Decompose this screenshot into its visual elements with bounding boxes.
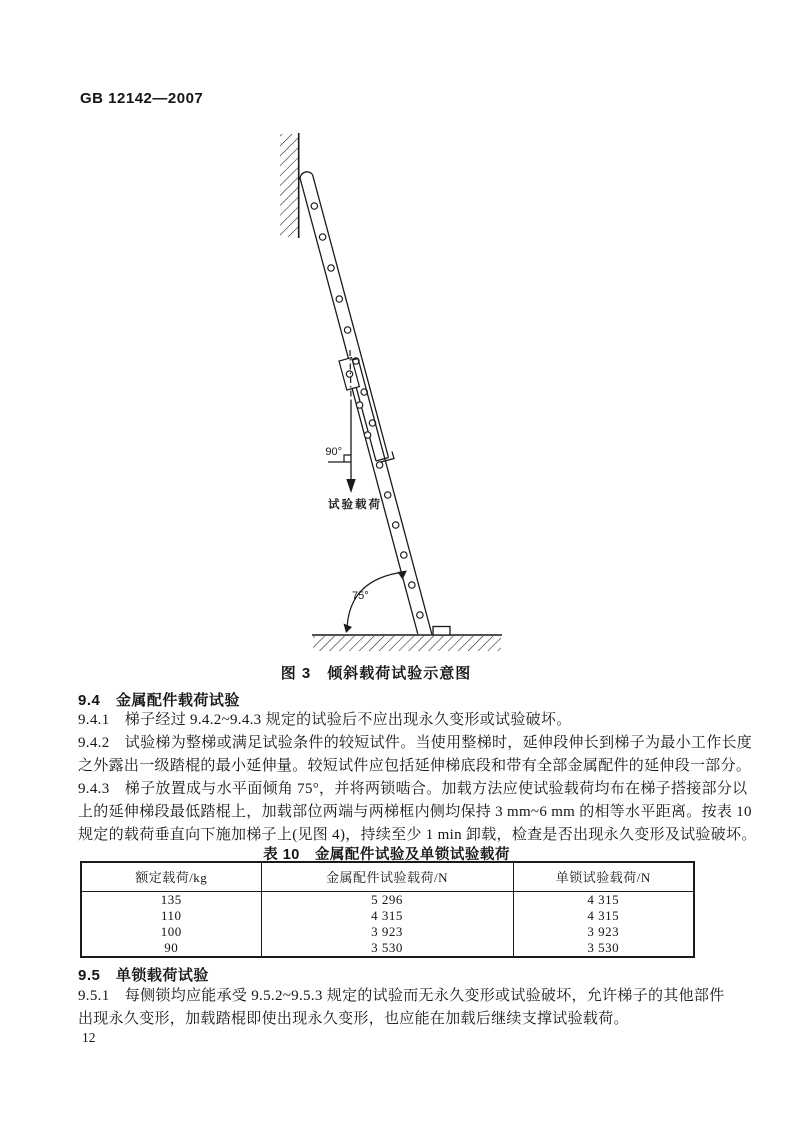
table-row bbox=[81, 940, 694, 957]
standard-number-header: GB 12142—2007 bbox=[80, 90, 204, 107]
paragraph-9-4-3-line1: 9.4.3 梯子放置成与水平面倾角 75°，并将两锁啮合。加载方法应使试验载荷均布在梯子搭接部分以 bbox=[78, 781, 748, 797]
table-row bbox=[81, 891, 694, 908]
cell-lock-load: 3 923 bbox=[513, 924, 694, 940]
cell-rated-load: 100 bbox=[81, 924, 261, 940]
cell-fitting-load: 4 315 bbox=[261, 908, 513, 924]
cell-rated-load: 135 bbox=[81, 891, 261, 908]
ground bbox=[312, 635, 502, 651]
col-header-single-lock-load: 单锁试验载荷/N bbox=[513, 862, 694, 891]
table-caption: 表 10 金属配件试验及单锁试验载荷 bbox=[263, 847, 510, 863]
ladder-fly-section bbox=[300, 172, 394, 463]
wall bbox=[280, 133, 299, 238]
cell-fitting-load: 5 296 bbox=[261, 891, 513, 908]
cell-lock-load: 4 315 bbox=[513, 908, 694, 924]
section-heading-9-5: 9.5 单锁载荷试验 bbox=[78, 967, 209, 984]
ladder-test-diagram bbox=[250, 125, 520, 660]
angle-75-label: 75° bbox=[352, 590, 369, 602]
table-row bbox=[81, 908, 694, 924]
paragraph-9-5-1-line1: 9.5.1 每侧锁均应能承受 9.5.2~9.5.3 规定的试验而无永久变形或试验破坏，允许梯子的其他部件 bbox=[78, 988, 725, 1004]
cell-rated-load: 110 bbox=[81, 908, 261, 924]
col-header-fitting-test-load: 金属配件试验载荷/N bbox=[261, 862, 513, 891]
page-number: 12 bbox=[82, 1030, 96, 1045]
paragraph-9-4-3-line2: 上的延伸梯段最低踏棍上，加载部位两端与两梯框内侧均保持 3 mm~6 mm 的相等水平距离。按表 10 bbox=[78, 804, 752, 820]
table-row bbox=[81, 924, 694, 940]
paragraph-9-4-2-line1: 9.4.2 试验梯为整梯或满足试验条件的较短试件。当使用整梯时，延伸段伸长到梯子为最小工作长度 bbox=[78, 735, 753, 751]
fly-rung-holes bbox=[311, 203, 376, 426]
cell-fitting-load: 3 923 bbox=[261, 924, 513, 940]
table-header-row bbox=[81, 862, 694, 891]
paragraph-9-4-2-line2: 之外露出一级踏棍的最小延伸量。较短试件应包括延伸梯底段和带有全部金属配件的延伸段一部分。 bbox=[78, 758, 752, 774]
section-heading-9-4: 9.4 金属配件载荷试验 bbox=[78, 692, 240, 709]
col-header-rated-load: 额定载荷/kg bbox=[81, 862, 261, 891]
figure-caption: 图 3 倾斜载荷试验示意图 bbox=[280, 665, 472, 682]
paragraph-9-5-1-line2: 出现永久变形，加载踏棍即使出现永久变形，也应能在加载后继续支撑试验载荷。 bbox=[78, 1011, 629, 1027]
test-load-label: 试验载荷 bbox=[328, 499, 382, 511]
load-table bbox=[80, 861, 695, 958]
cell-fitting-load: 3 530 bbox=[261, 940, 513, 957]
cell-lock-load: 3 530 bbox=[513, 940, 694, 957]
cell-rated-load: 90 bbox=[81, 940, 261, 957]
paragraph-9-4-1: 9.4.1 梯子经过 9.4.2~9.4.3 规定的试验后不应出现永久变形或试验破坏。 bbox=[78, 712, 572, 728]
angle-90-label: 90° bbox=[325, 446, 342, 458]
paragraph-9-4-3-line3: 规定的载荷垂直向下施加梯子上(见图 4)，持续至少 1 min 卸载，检查是否出现永久变形及试验破坏。 bbox=[78, 827, 757, 843]
cell-lock-load: 4 315 bbox=[513, 891, 694, 908]
